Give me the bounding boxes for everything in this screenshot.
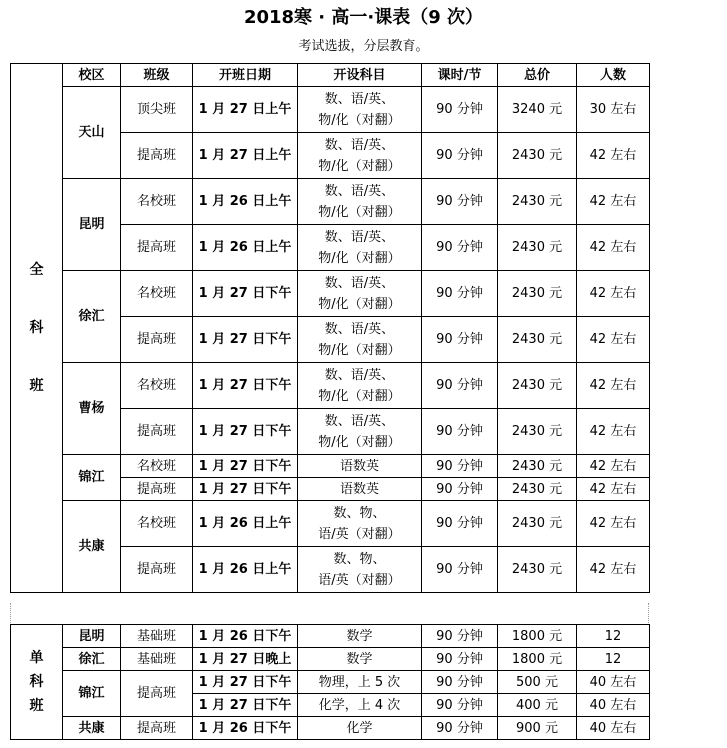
subject-line: 物/化（对翻） <box>318 388 401 404</box>
subject-line: 语数英 <box>339 458 379 474</box>
price-cell: 2430 元 <box>498 179 577 225</box>
campus-cell: 徐汇 <box>63 271 121 363</box>
subject-cell: 数学 <box>298 625 422 648</box>
campus-cell: 昆明 <box>63 179 121 271</box>
hours-cell: 90 分钟 <box>422 317 498 363</box>
people-cell: 12 <box>577 648 650 671</box>
date-cell: 1 月 27 日下午 <box>193 455 298 478</box>
price-cell: 900 元 <box>498 717 577 740</box>
hours-cell: 90 分钟 <box>422 648 498 671</box>
price-cell: 2430 元 <box>498 225 577 271</box>
hours-cell: 90 分钟 <box>422 179 498 225</box>
date-cell: 1 月 27 日下午 <box>193 671 298 694</box>
subject-line: 数、语/英、 <box>324 229 395 245</box>
subjects-cell <box>298 478 422 501</box>
subject-line: 语数英 <box>339 481 379 497</box>
people-cell: 42 左右 <box>577 363 650 409</box>
subject-line: 物/化（对翻） <box>318 112 401 128</box>
class-cell: 提高班 <box>121 478 193 501</box>
hours-cell: 90 分钟 <box>422 225 498 271</box>
date-cell: 1 月 27 日下午 <box>193 409 298 455</box>
table-row <box>11 455 650 478</box>
price-cell: 2430 元 <box>498 133 577 179</box>
date-cell: 1 月 27 日下午 <box>193 363 298 409</box>
page-subtitle: 考试选拔，分层教育。 <box>298 39 429 54</box>
subject-line: 数、语/英、 <box>324 183 395 199</box>
subjects-cell <box>298 501 422 547</box>
class-cell: 名校班 <box>121 271 193 317</box>
people-cell: 30 左右 <box>577 87 650 133</box>
table-row <box>11 271 650 317</box>
subjects-cell <box>298 409 422 455</box>
subject-cell: 数学 <box>298 648 422 671</box>
date-cell: 1 月 27 日下午 <box>193 694 298 717</box>
subjects-cell <box>298 547 422 593</box>
people-cell: 40 左右 <box>577 671 650 694</box>
campus-cell: 天山 <box>63 87 121 179</box>
people-cell: 42 左右 <box>577 225 650 271</box>
price-cell: 2430 元 <box>498 409 577 455</box>
header-row <box>11 64 650 87</box>
class-cell: 名校班 <box>121 179 193 225</box>
subject-line: 数、语/英、 <box>324 91 395 107</box>
class-cell: 基础班 <box>121 648 193 671</box>
campus-cell: 锦江 <box>63 671 121 717</box>
table-row <box>11 671 650 694</box>
people-cell: 42 左右 <box>577 179 650 225</box>
subject-line: 数、语/英、 <box>324 275 395 291</box>
hours-cell: 90 分钟 <box>422 694 498 717</box>
hours-cell: 90 分钟 <box>422 133 498 179</box>
campus-cell: 徐汇 <box>63 648 121 671</box>
class-cell: 名校班 <box>121 455 193 478</box>
column-header: 开设科目 <box>298 64 422 87</box>
date-cell: 1 月 27 日晚上 <box>193 648 298 671</box>
section-char: 单 <box>29 649 44 666</box>
people-cell: 42 左右 <box>577 478 650 501</box>
class-cell: 提高班 <box>121 317 193 363</box>
class-cell: 提高班 <box>121 717 193 740</box>
column-header: 人数 <box>577 64 650 87</box>
subject-line: 数、语/英、 <box>324 137 395 153</box>
people-cell: 42 左右 <box>577 271 650 317</box>
price-cell: 2430 元 <box>498 363 577 409</box>
table-row <box>11 717 650 740</box>
subject-line: 数、物、 <box>333 551 386 567</box>
column-header: 开班日期 <box>193 64 298 87</box>
people-cell: 42 左右 <box>577 133 650 179</box>
campus-cell: 锦江 <box>63 455 121 501</box>
column-header: 班级 <box>121 64 193 87</box>
subject-line: 语/英（对翻） <box>318 526 401 542</box>
hours-cell: 90 分钟 <box>422 547 498 593</box>
subjects-cell <box>298 133 422 179</box>
price-cell: 2430 元 <box>498 455 577 478</box>
subject-line: 数、语/英、 <box>324 321 395 337</box>
price-cell: 1800 元 <box>498 648 577 671</box>
price-cell: 2430 元 <box>498 478 577 501</box>
table-row <box>11 625 650 648</box>
price-cell: 2430 元 <box>498 501 577 547</box>
table-row <box>11 363 650 409</box>
subject-line: 数、语/英、 <box>324 367 395 383</box>
date-cell: 1 月 26 日上午 <box>193 501 298 547</box>
page-title: 2018寒 · 高一·课表（9 次） <box>243 7 484 28</box>
table-row <box>11 179 650 225</box>
subject-line: 物/化（对翻） <box>318 204 401 220</box>
section-char: 科 <box>29 673 44 690</box>
date-cell: 1 月 27 日上午 <box>193 133 298 179</box>
date-cell: 1 月 26 日下午 <box>193 717 298 740</box>
date-cell: 1 月 27 日下午 <box>193 478 298 501</box>
people-cell: 40 左右 <box>577 717 650 740</box>
subjects-cell <box>298 225 422 271</box>
campus-cell: 昆明 <box>63 625 121 648</box>
class-cell: 顶尖班 <box>121 87 193 133</box>
table-row <box>11 87 650 133</box>
hours-cell: 90 分钟 <box>422 717 498 740</box>
subjects-cell <box>298 271 422 317</box>
people-cell: 42 左右 <box>577 547 650 593</box>
subject-cell: 化学，上 4 次 <box>298 694 422 717</box>
full-subject-table <box>10 63 650 593</box>
hours-cell: 90 分钟 <box>422 87 498 133</box>
hours-cell: 90 分钟 <box>422 455 498 478</box>
column-header: 课时/节 <box>422 64 498 87</box>
price-cell: 500 元 <box>498 671 577 694</box>
subjects-cell <box>298 455 422 478</box>
date-cell: 1 月 26 日上午 <box>193 179 298 225</box>
price-cell: 2430 元 <box>498 547 577 593</box>
hours-cell: 90 分钟 <box>422 478 498 501</box>
section-char: 全 <box>29 261 44 278</box>
class-cell: 提高班 <box>121 225 193 271</box>
price-cell: 400 元 <box>498 694 577 717</box>
subjects-cell <box>298 363 422 409</box>
price-cell: 1800 元 <box>498 625 577 648</box>
date-cell: 1 月 27 日下午 <box>193 317 298 363</box>
subject-line: 物/化（对翻） <box>318 342 401 358</box>
subject-line: 数、语/英、 <box>324 413 395 429</box>
subject-line: 语/英（对翻） <box>318 572 401 588</box>
section-label-single <box>11 625 63 740</box>
subject-line: 物/化（对翻） <box>318 296 401 312</box>
price-cell: 2430 元 <box>498 271 577 317</box>
single-subject-table <box>10 624 650 740</box>
table-row <box>11 648 650 671</box>
subjects-cell <box>298 317 422 363</box>
date-cell: 1 月 27 日上午 <box>193 87 298 133</box>
people-cell: 42 左右 <box>577 455 650 478</box>
people-cell: 42 左右 <box>577 501 650 547</box>
subject-cell: 化学 <box>298 717 422 740</box>
section-char: 科 <box>29 319 44 336</box>
price-cell: 3240 元 <box>498 87 577 133</box>
column-header: 总价 <box>498 64 577 87</box>
class-cell: 提高班 <box>121 133 193 179</box>
campus-cell: 曹杨 <box>63 363 121 455</box>
people-cell: 12 <box>577 625 650 648</box>
class-cell: 提高班 <box>121 671 193 717</box>
class-cell: 提高班 <box>121 547 193 593</box>
people-cell: 42 左右 <box>577 409 650 455</box>
subject-line: 数、物、 <box>333 505 386 521</box>
hours-cell: 90 分钟 <box>422 501 498 547</box>
campus-cell: 共康 <box>63 717 121 740</box>
subjects-cell <box>298 179 422 225</box>
table-row <box>11 501 650 547</box>
date-cell: 1 月 26 日上午 <box>193 547 298 593</box>
hours-cell: 90 分钟 <box>422 625 498 648</box>
subjects-cell <box>298 87 422 133</box>
hours-cell: 90 分钟 <box>422 671 498 694</box>
date-cell: 1 月 26 日下午 <box>193 625 298 648</box>
subject-cell: 物理，上 5 次 <box>298 671 422 694</box>
subject-line: 物/化（对翻） <box>318 434 401 450</box>
section-char: 班 <box>29 697 44 714</box>
campus-cell: 共康 <box>63 501 121 593</box>
section-char: 班 <box>29 377 44 394</box>
people-cell: 40 左右 <box>577 694 650 717</box>
class-cell: 名校班 <box>121 501 193 547</box>
section-label-full <box>11 64 63 593</box>
people-cell: 42 左右 <box>577 317 650 363</box>
price-cell: 2430 元 <box>498 317 577 363</box>
table-separator <box>10 603 649 623</box>
hours-cell: 90 分钟 <box>422 409 498 455</box>
date-cell: 1 月 26 日上午 <box>193 225 298 271</box>
hours-cell: 90 分钟 <box>422 363 498 409</box>
class-cell: 基础班 <box>121 625 193 648</box>
subject-line: 物/化（对翻） <box>318 250 401 266</box>
hours-cell: 90 分钟 <box>422 271 498 317</box>
subject-line: 物/化（对翻） <box>318 158 401 174</box>
column-header: 校区 <box>63 64 121 87</box>
date-cell: 1 月 27 日下午 <box>193 271 298 317</box>
class-cell: 提高班 <box>121 409 193 455</box>
class-cell: 名校班 <box>121 363 193 409</box>
